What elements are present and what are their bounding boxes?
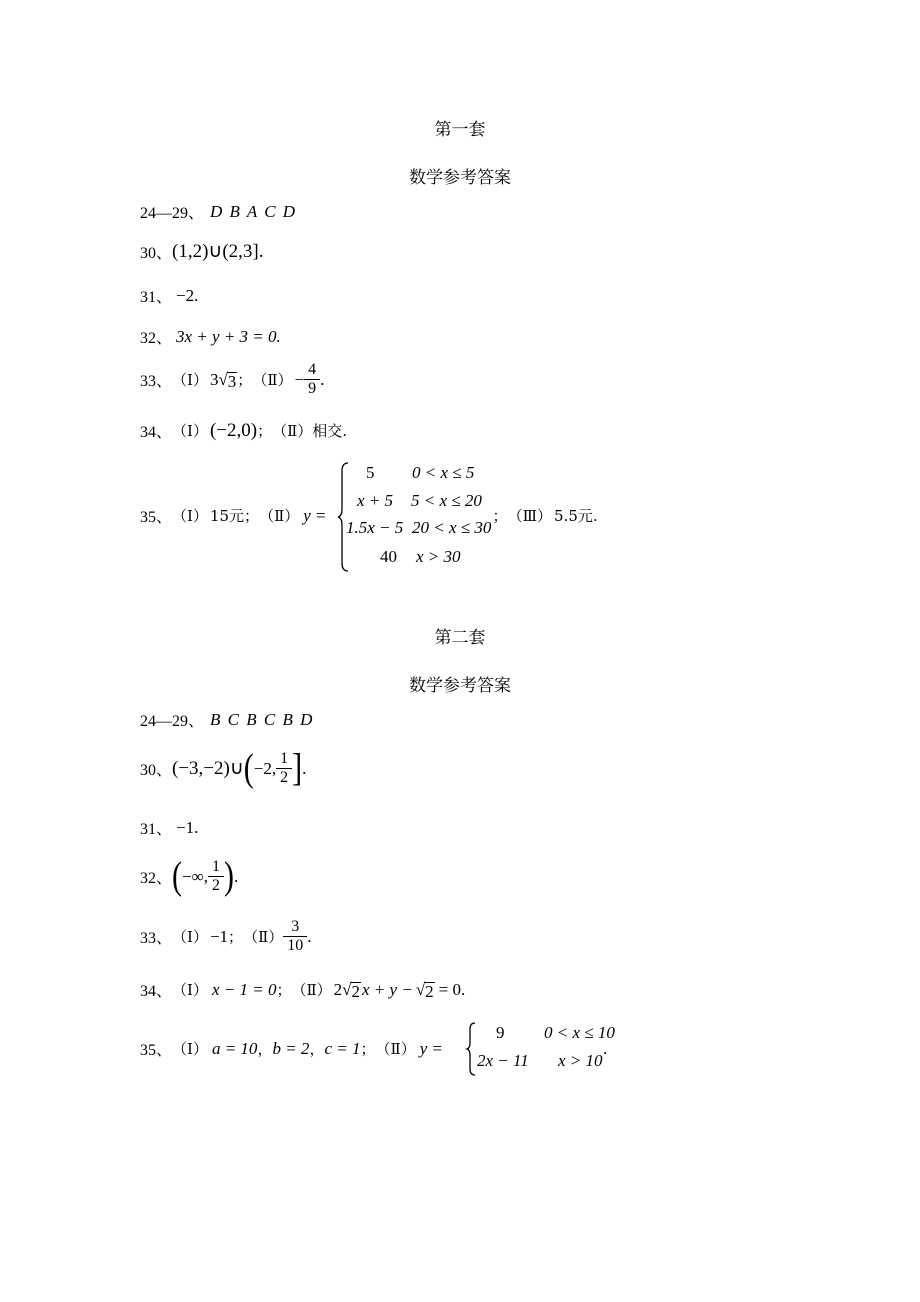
q-label: 24—29、 [140, 205, 205, 222]
case-condition: 20 < x ≤ 30 [412, 518, 492, 537]
part-label: （Ⅰ） [172, 928, 208, 946]
denominator: 10 [287, 937, 304, 954]
case-expr: 5 [366, 463, 375, 482]
part-label: （Ⅱ） [243, 928, 284, 946]
case-expr: 2x − 11 [477, 1051, 529, 1070]
minus-sign: − [294, 369, 305, 389]
answer-value: −2. [176, 285, 199, 305]
q-label: 35、 [140, 509, 173, 526]
part-label: （Ⅱ） [291, 981, 332, 999]
sqrt-symbol: √ 2 [342, 979, 361, 1001]
y-equals: y = [303, 505, 327, 525]
radicand: 3 [227, 371, 237, 391]
numerator: 1 [211, 858, 220, 875]
radicand: 2 [351, 981, 361, 1001]
sqrt-symbol: √ 2 [415, 979, 434, 1001]
answer-value: 15元 [209, 507, 245, 525]
part-label: （Ⅱ） [252, 371, 293, 389]
set2-q35 [140, 1037, 607, 1060]
period: . [307, 926, 312, 946]
set2-q33 [140, 918, 312, 955]
radicand: 2 [425, 981, 434, 1001]
set2-title: 第二套 [434, 628, 486, 648]
fraction [285, 918, 305, 955]
denominator: 2 [280, 769, 289, 786]
case-expr: 40 [380, 547, 397, 566]
left-paren-icon: ( [243, 746, 254, 790]
answer-value: 3 [209, 369, 219, 389]
answer-value: −1. [176, 817, 199, 837]
part-label: （Ⅲ） [507, 507, 553, 525]
answer-value: D B A C D [210, 201, 296, 221]
q-label: 34、 [140, 424, 173, 441]
period: . [302, 758, 307, 778]
q-label: 30、 [140, 762, 173, 779]
set2-q24 [140, 708, 312, 731]
set1-q30 [140, 240, 263, 263]
q-label: 24—29、 [140, 713, 205, 730]
separator: ； [244, 507, 260, 525]
y-equals: y = [419, 1038, 443, 1058]
answer-value: (1,2)∪(2,3]. [172, 241, 264, 262]
answer-value: (−3,−2)∪ [172, 758, 244, 779]
separator: ； [492, 507, 508, 525]
right-paren-icon: ) [223, 854, 234, 898]
answer-value: x + y − [362, 979, 413, 999]
part-label: （Ⅱ） [375, 1040, 416, 1058]
set1-title: 第一套 [434, 120, 486, 140]
part-label: （Ⅰ） [172, 507, 208, 525]
period: . [233, 866, 239, 886]
answer-value: = 0. [438, 979, 466, 999]
case-expr: x + 5 [357, 491, 394, 510]
q-label: 30、 [140, 245, 173, 262]
answer-value: −1 [209, 926, 229, 946]
q-label: 32、 [140, 330, 173, 347]
set1-q32 [140, 325, 281, 348]
set2-subtitle: 数学参考答案 [409, 676, 511, 696]
fraction [278, 750, 290, 787]
numerator: 1 [280, 750, 289, 767]
separator: ； [228, 928, 244, 946]
q-label: 34、 [140, 983, 173, 1000]
set2-q30 [140, 746, 307, 790]
part-label: （Ⅱ） [272, 422, 313, 440]
fraction [306, 361, 318, 398]
set1-q34 [140, 419, 347, 442]
q-label: 32、 [140, 870, 173, 887]
fraction [210, 858, 222, 895]
answer-value: b = 2 [272, 1038, 310, 1058]
period: . [602, 1038, 608, 1058]
separator: ， [257, 1040, 273, 1058]
numerator: 3 [291, 918, 300, 935]
case-condition: 5 < x ≤ 20 [411, 491, 482, 510]
answer-value: −2, [253, 758, 277, 778]
separator: ； [276, 981, 292, 999]
set1-q31 [140, 284, 198, 307]
q-label: 35、 [140, 1042, 173, 1059]
case-expr: 1.5x − 5 [346, 518, 404, 537]
period: . [320, 369, 325, 389]
answer-value: x − 1 = 0 [211, 979, 277, 999]
sqrt-symbol: √ 3 [218, 369, 237, 391]
set1-subtitle: 数学参考答案 [409, 168, 511, 188]
set1-q33 [140, 361, 324, 398]
denominator: 9 [308, 380, 317, 397]
left-paren-icon: ( [172, 854, 183, 898]
case-condition: x > 30 [416, 547, 461, 566]
answer-value: 2 [333, 979, 343, 999]
separator: ； [360, 1040, 376, 1058]
case-condition: 0 < x ≤ 5 [412, 463, 475, 482]
part-label: （Ⅰ） [172, 422, 208, 440]
left-brace-icon [465, 1021, 477, 1077]
q-label: 31、 [140, 821, 173, 838]
answer-value: (−2,0) [209, 419, 258, 441]
answer-value: 相交. [312, 422, 348, 440]
answer-value: 5.5元. [554, 507, 598, 525]
set1-q24 [140, 200, 295, 223]
q-label: 33、 [140, 930, 173, 947]
left-brace-icon [336, 461, 350, 573]
part-label: （Ⅰ） [172, 1040, 208, 1058]
numerator: 4 [308, 361, 317, 378]
right-bracket-icon: ] [292, 746, 303, 790]
q-label: 33、 [140, 373, 173, 390]
part-label: （Ⅰ） [172, 981, 208, 999]
answer-value: B C B C B D [210, 709, 313, 729]
case-condition: x > 10 [558, 1051, 603, 1070]
case-condition: 0 < x ≤ 10 [544, 1023, 615, 1042]
part-label: （Ⅰ） [172, 371, 208, 389]
set2-q34 [140, 978, 465, 1001]
answer-value: −∞, [182, 866, 208, 886]
separator: ； [237, 371, 253, 389]
separator: ； [257, 422, 273, 440]
denominator: 2 [211, 877, 220, 894]
answer-value: 3x + y + 3 = 0. [176, 326, 281, 346]
answer-value: c = 1 [324, 1038, 361, 1058]
q-label: 31、 [140, 289, 173, 306]
case-expr: 9 [496, 1023, 505, 1042]
set2-q32 [140, 854, 239, 898]
separator: ， [309, 1040, 325, 1058]
answer-value: a = 10 [211, 1038, 258, 1058]
part-label: （Ⅱ） [259, 507, 300, 525]
set2-q31 [140, 816, 198, 839]
